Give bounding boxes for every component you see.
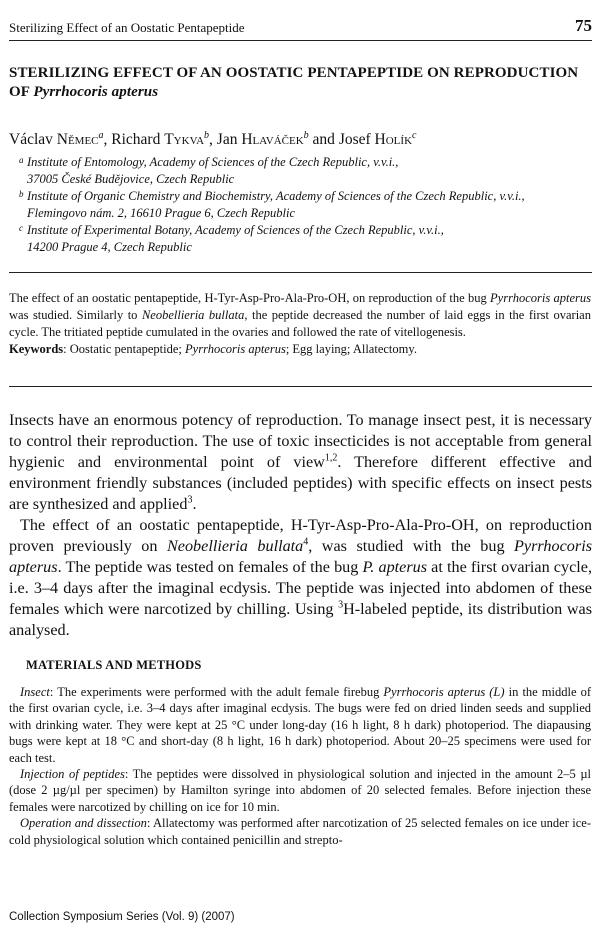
paragraph: Insects have an enormous potency of reproduction. To manage insect pest, it is necessary to control their reproduction. The use of toxic insecticides is not acceptable from general hygienic and environmental point of view$^{1,2}$. Therefore different effective and environment friendly substances (included peptides) with specific effects on insect pests are synthesized and applied$^3$. <box>9 411 592 513</box>
affiliation-item: c Institute of Experimental Botany, Academy of Sciences of the Czech Republic, v.v.i., 14200 Prague 4, Czech Republic <box>19 223 444 254</box>
affiliations <box>9 154 594 256</box>
abstract: The effect of an oostatic pentapeptide, H-Tyr-Asp-Pro-Ala-Pro-OH, on reproduction of the bug Pyrrhocoris apterus was studied. Similarly to Neobellieria bullata, the peptide decreased the number of laid eggs in the first ovarian cycle. The tritiated peptide cumulated in the ovaries and followed the rate of vitellogenesis. Keywords: Oostatic pentapeptide; Pyrrhocoris apterus; Egg laying; Allatectomy. <box>9 291 591 356</box>
paragraph: Injection of peptides: The peptides were dissolved in physiological solution and injected in the amount 2–5 µl (dose 2 µg/µl per specimen) by Hamilton syringe into abdomen of 20 selected females. Before injection these females were narcotized by chilling on ice for 10 min. <box>9 767 591 814</box>
affiliation-item: a Institute of Entomology, Academy of Sciences of the Czech Republic, v.v.i., 37005 České Budějovice, Czech Republic <box>19 155 399 186</box>
divider-rule <box>9 272 592 273</box>
article-title <box>9 64 584 102</box>
author-name: Jan Hlaváček$^b$ <box>216 129 309 148</box>
footer-series: Collection Symposium Series (Vol. 9) (2007) <box>9 911 235 923</box>
divider-rule <box>9 386 592 387</box>
title-main: STERILIZING EFFECT OF AN OOSTATIC PENTAPEPTIDE ON REPRODUCTION OF <box>9 65 579 100</box>
author-name: Josef Holík$^c$ <box>338 129 417 148</box>
running-title: Sterilizing Effect of an Oostatic Pentapeptide <box>9 20 245 35</box>
title-species: Pyrrhocoris apterus <box>33 84 159 100</box>
introduction <box>9 410 592 641</box>
author-name: Richard Tykva$^b$ <box>111 129 210 148</box>
paragraph: Insect: The experiments were performed with the adult female firebug Pyrrhocoris apterus (L) in the middle of the first ovarian cycle, i.e. 3–4 days after imaginal ecdysis. The bugs were fed on dried linden seeds and supplied with drinking water. They were kept at 25 °C under long-day (16 h light, 8 h dark) photoperiod. The diapausing bugs were kept at 18 °C and short-day (8 h light, 16 h dark) photoperiod. About 20–25 specimens were used for each test. <box>9 685 592 765</box>
author-list: Václav Němec$^a$, Richard Tykva$^b$, Jan Hlaváček$^b$ and Josef Holík$^c$ <box>9 129 417 148</box>
methods-section <box>9 684 591 848</box>
section-heading: MATERIALS AND METHODS <box>26 658 202 672</box>
running-header <box>9 14 592 41</box>
page-number: 75 <box>575 16 592 35</box>
paragraph: The effect of an oostatic pentapeptide, H-Tyr-Asp-Pro-Ala-Pro-OH, on reproduction proven previously on Neobellieria bullata$^4$, was studied with the bug Pyrrhocoris apterus. The peptide was tested on females of the bug P. apterus at the first ovarian cycle, i.e. 3–4 days after the imaginal ecdysis. The peptide was injected into abdomen of these females which were narcotized by chilling. Using $^3$H-labeled peptide, its distribution was analysed. <box>9 516 592 639</box>
keywords: Keywords: Oostatic pentapeptide; Pyrrhocoris apterus; Egg laying; Allatectomy. <box>9 342 417 356</box>
affiliation-item: b Institute of Organic Chemistry and Biochemistry, Academy of Sciences of the Czech Republic, v.v.i., Flemingovo nám. 2, 16610 Prague 6, Czech Republic <box>19 189 525 220</box>
author-name: Václav Němec$^a$ <box>9 129 104 148</box>
paragraph: Operation and dissection: Allatectomy was performed after narcotization of 25 selected females on ice under ice-cold physiological solution which contained penicillin and strepto- <box>9 816 591 847</box>
